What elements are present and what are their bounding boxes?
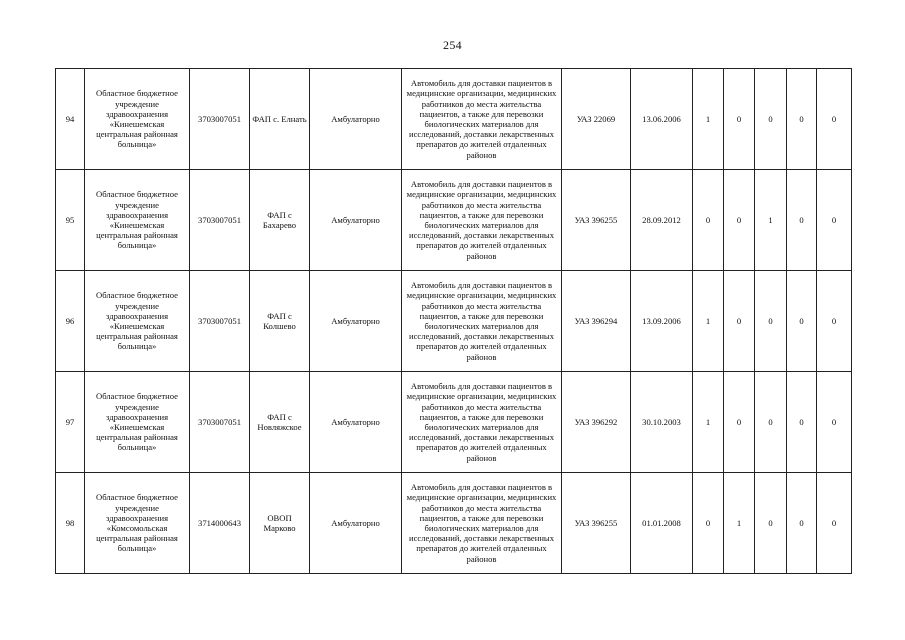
count-cell-4: 0 xyxy=(787,372,817,473)
care-type-cell: Амбулаторно xyxy=(310,372,402,473)
row-number: 94 xyxy=(56,69,85,170)
unit-cell: ФАП с Бахарево xyxy=(250,170,310,271)
table-row xyxy=(56,170,852,271)
code-cell: 3703007051 xyxy=(190,69,250,170)
table-row xyxy=(56,473,852,574)
vehicle-cell: УАЗ 22069 xyxy=(562,69,631,170)
count-cell-3: 1 xyxy=(755,170,787,271)
date-cell: 28.09.2012 xyxy=(631,170,693,271)
unit-cell: ФАП с. Елнать xyxy=(250,69,310,170)
organization-cell: Областное бюджетное учреждение здравоохранения «Кинешемская центральная районная больница» xyxy=(85,69,190,170)
care-type-cell: Амбулаторно xyxy=(310,271,402,372)
purpose-cell: Автомобиль для доставки пациентов в медицинские организации, медицинских работников до места жительства пациентов, а также для перевозки биологических материалов для исследований, доставки лекарственных препаратов до жителей отдаленных районов xyxy=(402,372,562,473)
organization-cell: Областное бюджетное учреждение здравоохранения «Кинешемская центральная районная больница» xyxy=(85,271,190,372)
unit-cell: ФАП с Новляжское xyxy=(250,372,310,473)
vehicle-cell: УАЗ 396294 xyxy=(562,271,631,372)
organization-cell: Областное бюджетное учреждение здравоохранения «Кинешемская центральная районная больница» xyxy=(85,170,190,271)
count-cell-4: 0 xyxy=(787,473,817,574)
care-type-cell: Амбулаторно xyxy=(310,170,402,271)
purpose-cell: Автомобиль для доставки пациентов в медицинские организации, медицинских работников до места жительства пациентов, а также для перевозки биологических материалов для исследований, доставки лекарственных препаратов до жителей отдаленных районов xyxy=(402,473,562,574)
count-cell-5: 0 xyxy=(817,271,852,372)
care-type-cell: Амбулаторно xyxy=(310,69,402,170)
count-cell-3: 0 xyxy=(755,372,787,473)
care-type-cell: Амбулаторно xyxy=(310,473,402,574)
count-cell-5: 0 xyxy=(817,473,852,574)
organization-cell: Областное бюджетное учреждение здравоохранения «Кинешемская центральная районная больница» xyxy=(85,372,190,473)
count-cell-1: 0 xyxy=(693,473,724,574)
date-cell: 13.09.2006 xyxy=(631,271,693,372)
organization-cell: Областное бюджетное учреждение здравоохранения «Комсомольская центральная районная больница» xyxy=(85,473,190,574)
count-cell-2: 1 xyxy=(724,473,755,574)
unit-cell: ФАП с Колшево xyxy=(250,271,310,372)
count-cell-2: 0 xyxy=(724,69,755,170)
date-cell: 13.06.2006 xyxy=(631,69,693,170)
table-row xyxy=(56,372,852,473)
count-cell-4: 0 xyxy=(787,271,817,372)
code-cell: 3703007051 xyxy=(190,372,250,473)
unit-cell: ОВОП Марково xyxy=(250,473,310,574)
vehicle-cell: УАЗ 396255 xyxy=(562,170,631,271)
count-cell-2: 0 xyxy=(724,170,755,271)
vehicle-register-table xyxy=(55,68,852,574)
vehicle-cell: УАЗ 396292 xyxy=(562,372,631,473)
count-cell-5: 0 xyxy=(817,372,852,473)
count-cell-1: 1 xyxy=(693,271,724,372)
table-row xyxy=(56,69,852,170)
count-cell-5: 0 xyxy=(817,69,852,170)
row-number: 95 xyxy=(56,170,85,271)
purpose-cell: Автомобиль для доставки пациентов в медицинские организации, медицинских работников до места жительства пациентов, а также для перевозки биологических материалов для исследований, доставки лекарственных препаратов до жителей отдаленных районов xyxy=(402,69,562,170)
date-cell: 01.01.2008 xyxy=(631,473,693,574)
row-number: 97 xyxy=(56,372,85,473)
count-cell-4: 0 xyxy=(787,69,817,170)
code-cell: 3703007051 xyxy=(190,170,250,271)
count-cell-1: 0 xyxy=(693,170,724,271)
row-number: 98 xyxy=(56,473,85,574)
count-cell-4: 0 xyxy=(787,170,817,271)
count-cell-3: 0 xyxy=(755,473,787,574)
count-cell-5: 0 xyxy=(817,170,852,271)
count-cell-3: 0 xyxy=(755,271,787,372)
count-cell-3: 0 xyxy=(755,69,787,170)
count-cell-1: 1 xyxy=(693,69,724,170)
count-cell-2: 0 xyxy=(724,271,755,372)
table-row xyxy=(56,271,852,372)
purpose-cell: Автомобиль для доставки пациентов в медицинские организации, медицинских работников до места жительства пациентов, а также для перевозки биологических материалов для исследований, доставки лекарственных препаратов до жителей отдаленных районов xyxy=(402,271,562,372)
vehicle-cell: УАЗ 396255 xyxy=(562,473,631,574)
code-cell: 3703007051 xyxy=(190,271,250,372)
date-cell: 30.10.2003 xyxy=(631,372,693,473)
count-cell-2: 0 xyxy=(724,372,755,473)
page-number: 254 xyxy=(443,38,462,52)
count-cell-1: 1 xyxy=(693,372,724,473)
code-cell: 3714000643 xyxy=(190,473,250,574)
purpose-cell: Автомобиль для доставки пациентов в медицинские организации, медицинских работников до места жительства пациентов, а также для перевозки биологических материалов для исследований, доставки лекарственных препаратов до жителей отдаленных районов xyxy=(402,170,562,271)
row-number: 96 xyxy=(56,271,85,372)
